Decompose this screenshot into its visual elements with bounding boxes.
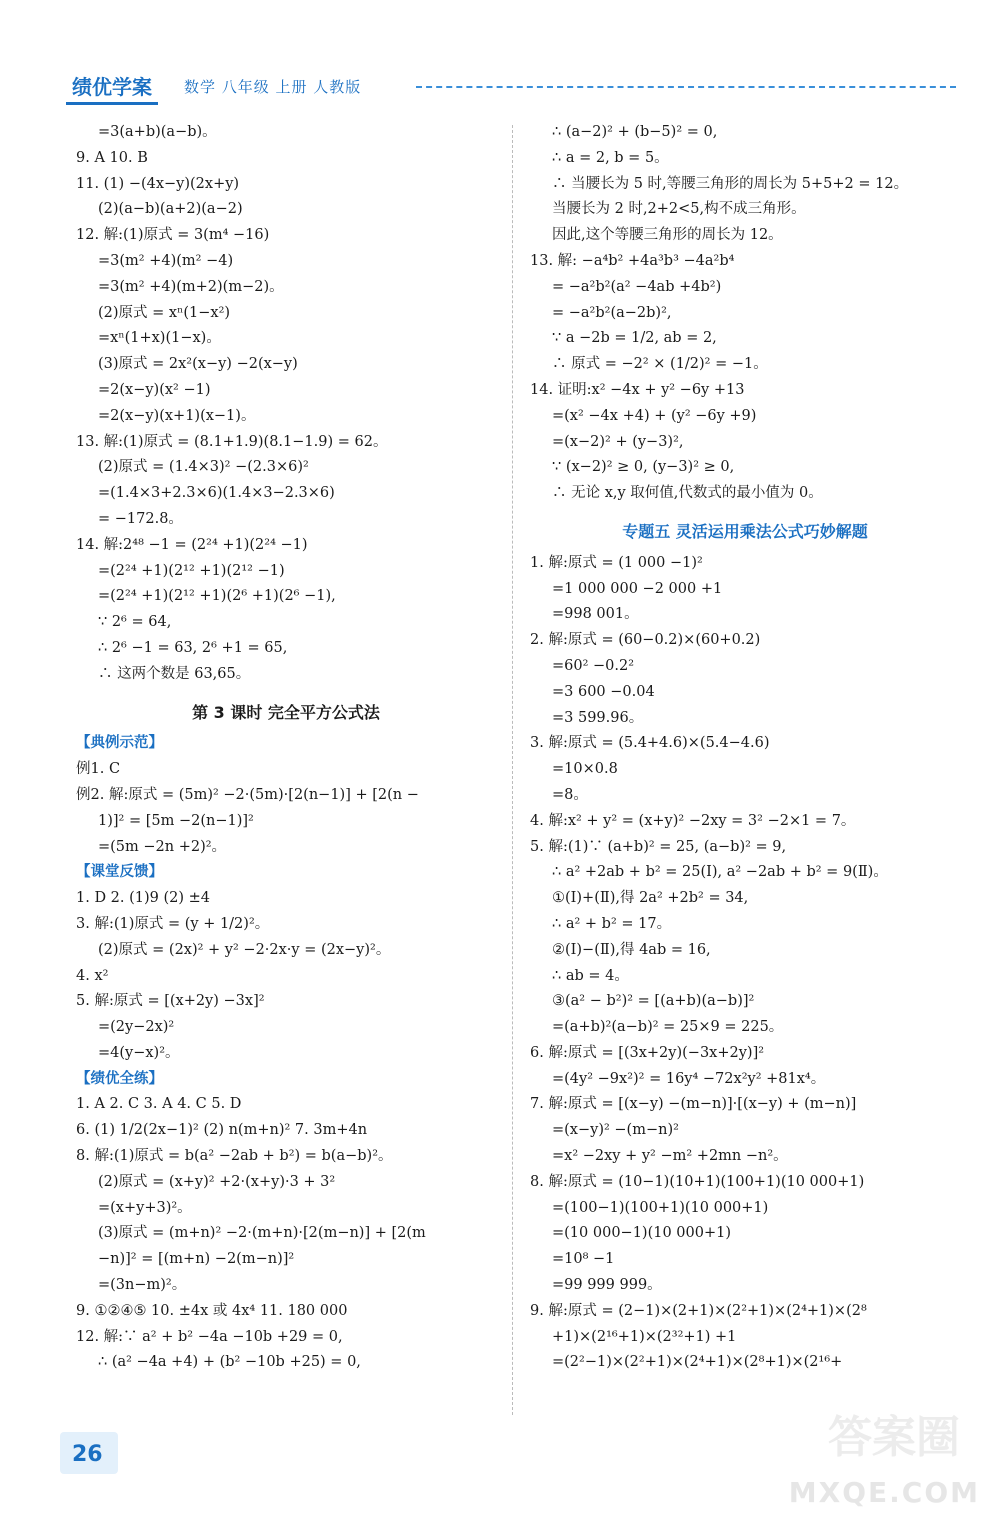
answer-line: 11. (1) −(4x−y)(2x+y) xyxy=(76,175,240,192)
page-header xyxy=(66,72,956,106)
answer-line: 2. 解:原式 = (60−0.2)×(60+0.2) xyxy=(530,632,761,649)
answer-line: 7. 解:原式 = [(x−y) −(m−n)]·[(x−y) + (m−n)] xyxy=(530,1096,857,1113)
answer-line: =(2²⁴ +1)(2¹² +1)(2¹² −1) xyxy=(98,562,285,579)
answer-line: =x² −2xy + y² −m² +2mn −n²。 xyxy=(552,1148,788,1165)
answer-line: =2(x−y)(x² −1) xyxy=(98,381,211,398)
answer-line: =(x−y)² −(m−n)² xyxy=(552,1122,679,1139)
answer-line: =10×0.8 xyxy=(552,761,618,778)
answer-line: = −a²b²(a−2b)², xyxy=(552,304,672,321)
answer-line: =(4y² −9x²)² = 16y⁴ −72x²y² +81x⁴。 xyxy=(552,1070,826,1087)
answer-line: ∴ (a−2)² + (b−5)² = 0, xyxy=(552,124,718,140)
answer-line: =(100−1)(100+1)(10 000+1) xyxy=(552,1199,769,1216)
header-dotted-rule xyxy=(416,86,956,88)
answer-line: 12. 解:(1)原式 = 3(m⁴ −16) xyxy=(76,227,270,244)
answer-line: =(5m −2n +2)²。 xyxy=(98,838,227,855)
answer-line: 12. 解:∵ a² + b² −4a −10b +29 = 0, xyxy=(76,1328,343,1345)
answer-line: ∵ (x−2)² ≥ 0, (y−3)² ≥ 0, xyxy=(552,459,735,476)
answer-line: =4(y−x)²。 xyxy=(98,1044,180,1061)
answer-line: 14. 证明:x² −4x + y² −6y +13 xyxy=(530,381,745,398)
answer-line: 5. 解:原式 = [(x+2y) −3x]² xyxy=(76,993,265,1010)
answer-line: 1. 解:原式 = (1 000 −1)² xyxy=(530,554,703,571)
answer-line: ②(Ⅰ)−(Ⅱ),得 4ab = 16, xyxy=(552,941,711,958)
section-tag: 【绩优全练】 xyxy=(76,1070,163,1087)
answer-line: 6. (1) 1/2(2x−1)² (2) n(m+n)² 7. 3m+4n xyxy=(76,1122,368,1139)
answer-line: =(x+y+3)²。 xyxy=(98,1199,192,1216)
right-column xyxy=(530,120,960,1376)
answer-line: = −a²b²(a² −4ab +4b²) xyxy=(552,278,722,295)
answer-line: 8. 解:(1)原式 = b(a² −2ab + b²) = b(a−b)²。 xyxy=(76,1148,393,1165)
answer-line: 1. D 2. (1)9 (2) ±4 xyxy=(76,890,211,907)
answer-line: 9. 解:原式 = (2−1)×(2+1)×(2²+1)×(2⁴+1)×(2⁸ xyxy=(530,1302,867,1319)
section-tag: 【课堂反馈】 xyxy=(76,864,163,881)
answer-line: 1)]² = [5m −2(n−1)]² xyxy=(98,812,254,829)
answer-line: =(10 000−1)(10 000+1) xyxy=(552,1225,731,1242)
answer-line: =(x² −4x +4) + (y² −6y +9) xyxy=(552,407,757,424)
answer-line: (3)原式 = 2x²(x−y) −2(x−y) xyxy=(98,356,298,373)
answer-line: ∴ a² + b² = 17。 xyxy=(552,915,672,932)
answer-line: +1)×(2¹⁶+1)×(2³²+1) +1 xyxy=(552,1328,737,1345)
answer-line: =99 999 999。 xyxy=(552,1277,662,1294)
answer-line: 4. 解:x² + y² = (x+y)² −2xy = 3² −2×1 = 7。 xyxy=(530,812,856,829)
answer-line: =998 001。 xyxy=(552,606,639,623)
page-number: 26 xyxy=(72,1442,103,1467)
answer-line: =(a+b)²(a−b)² = 25×9 = 225。 xyxy=(552,1019,784,1036)
answer-line: ∴ a² +2ab + b² = 25(Ⅰ), a² −2ab + b² = 9(Ⅱ)。 xyxy=(552,864,888,881)
watermark-logo: 答案圈 xyxy=(828,1412,960,1463)
answer-line: =8。 xyxy=(552,786,588,803)
answer-line: 例1. C xyxy=(76,761,121,778)
answer-line: = −172.8。 xyxy=(98,510,183,527)
left-column xyxy=(76,120,496,1376)
section-title: 专题五 灵活运用乘法公式巧妙解题 xyxy=(622,521,868,541)
answer-line: =(3n−m)²。 xyxy=(98,1277,187,1294)
answer-line: ∵ 2⁶ = 64, xyxy=(98,614,172,631)
answer-line: =(2²⁴ +1)(2¹² +1)(2⁶ +1)(2⁶ −1), xyxy=(98,588,336,605)
answer-line: ∴ 2⁶ −1 = 63, 2⁶ +1 = 65, xyxy=(98,639,288,656)
answer-line: 4. x² xyxy=(76,967,109,984)
answer-line: (2)原式 = (2x)² + y² −2·2x·y = (2x−y)²。 xyxy=(98,941,391,958)
answer-line: ∵ a −2b = 1/2, ab = 2, xyxy=(552,330,717,347)
answer-line: (2)原式 = xⁿ(1−x²) xyxy=(98,304,231,321)
answer-line: ①(Ⅰ)+(Ⅱ),得 2a² +2b² = 34, xyxy=(552,890,749,907)
answer-line: =3 599.96。 xyxy=(552,709,644,726)
answer-line: =3(a+b)(a−b)。 xyxy=(98,124,217,140)
watermark-text: MXQE.COM xyxy=(788,1476,980,1509)
answer-line: ∴ 当腰长为 5 时,等腰三角形的周长为 5+5+2 = 12。 xyxy=(552,175,909,192)
column-divider xyxy=(512,125,513,1415)
answer-line: 因此,这个等腰三角形的周长为 12。 xyxy=(552,227,783,244)
answer-line: 8. 解:原式 = (10−1)(10+1)(100+1)(10 000+1) xyxy=(530,1173,865,1190)
answer-line: (2)原式 = (x+y)² +2·(x+y)·3 + 3² xyxy=(98,1173,336,1190)
answer-line: =60² −0.2² xyxy=(552,657,635,674)
answer-line: ∴ a = 2, b = 5。 xyxy=(552,149,669,166)
answer-line: ∴ 原式 = −2² × (1/2)² = −1。 xyxy=(552,356,768,373)
answer-line: =2(x−y)(x+1)(x−1)。 xyxy=(98,407,256,424)
answer-line: (2)(a−b)(a+2)(a−2) xyxy=(98,201,243,218)
answer-line: =(x−2)² + (y−3)², xyxy=(552,433,684,450)
book-subject: 数学 八年级 上册 人教版 xyxy=(184,78,362,96)
answer-line: 5. 解:(1)∵ (a+b)² = 25, (a−b)² = 9, xyxy=(530,838,787,855)
answer-line: 14. 解:2⁴⁸ −1 = (2²⁴ +1)(2²⁴ −1) xyxy=(76,536,308,553)
answer-line: 6. 解:原式 = [(3x+2y)(−3x+2y)]² xyxy=(530,1044,765,1061)
answer-line: 例2. 解:原式 = (5m)² −2·(5m)·[2(n−1)] + [2(n − xyxy=(76,786,419,803)
answer-line: ③(a² − b²)² = [(a+b)(a−b)]² xyxy=(552,993,755,1010)
answer-line: 13. 解:(1)原式 = (8.1+1.9)(8.1−1.9) = 62。 xyxy=(76,433,388,450)
answer-line: 13. 解: −a⁴b² +4a³b³ −4a²b⁴ xyxy=(530,252,735,269)
answer-line: ∴ 无论 x,y 取何值,代数式的最小值为 0。 xyxy=(552,485,823,502)
answer-line: (3)原式 = (m+n)² −2·(m+n)·[2(m−n)] + [2(m xyxy=(98,1225,426,1242)
answer-line: =xⁿ(1+x)(1−x)。 xyxy=(98,330,221,347)
answer-line: (2)原式 = (1.4×3)² −(2.3×6)² xyxy=(98,459,309,476)
answer-line: ∴ 这两个数是 63,65。 xyxy=(98,665,251,682)
section-title: 第 3 课时 完全平方公式法 xyxy=(192,702,380,722)
brand-logo: 绩优学案 xyxy=(66,72,158,105)
answer-line: =(2y−2x)² xyxy=(98,1019,175,1036)
section-tag: 【典例示范】 xyxy=(76,735,163,752)
answer-line: ∴ (a² −4a +4) + (b² −10b +25) = 0, xyxy=(98,1354,361,1371)
answer-line: =3(m² +4)(m² −4) xyxy=(98,252,234,269)
answer-line: =3(m² +4)(m+2)(m−2)。 xyxy=(98,278,284,295)
answer-line: =(1.4×3+2.3×6)(1.4×3−2.3×6) xyxy=(98,485,335,502)
answer-line: =1 000 000 −2 000 +1 xyxy=(552,580,723,597)
answer-line: =10⁸ −1 xyxy=(552,1251,615,1268)
answer-line: =(2²−1)×(2²+1)×(2⁴+1)×(2⁸+1)×(2¹⁶+ xyxy=(552,1354,843,1371)
answer-line: −n)]² = [(m+n) −2(m−n)]² xyxy=(98,1251,295,1268)
answer-line: 3. 解:(1)原式 = (y + 1/2)²。 xyxy=(76,915,270,932)
answer-line: 当腰长为 2 时,2+2<5,构不成三角形。 xyxy=(552,201,806,218)
answer-line: 9. ①②④⑤ 10. ±4x 或 4x⁴ 11. 180 000 xyxy=(76,1302,348,1319)
answer-line: ∴ ab = 4。 xyxy=(552,967,629,984)
answer-line: 9. A 10. B xyxy=(76,149,148,166)
answer-line: 1. A 2. C 3. A 4. C 5. D xyxy=(76,1096,242,1113)
answer-line: 3. 解:原式 = (5.4+4.6)×(5.4−4.6) xyxy=(530,735,770,752)
answer-line: =3 600 −0.04 xyxy=(552,683,655,700)
